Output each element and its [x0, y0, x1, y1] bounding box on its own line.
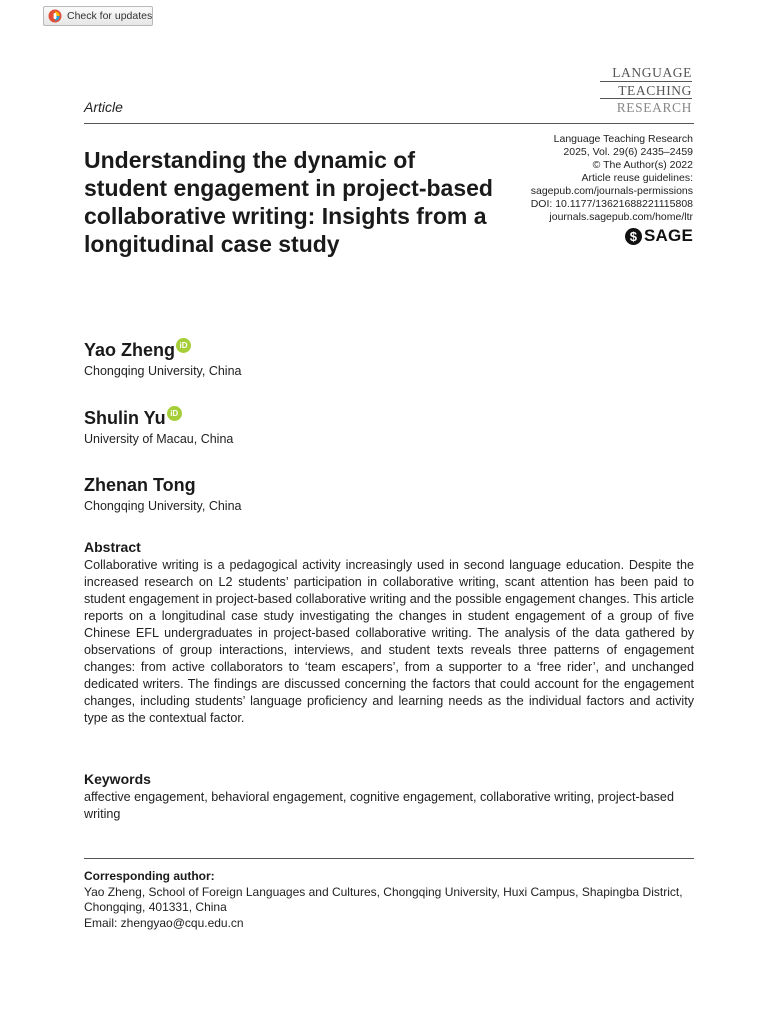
abstract-text: Collaborative writing is a pedagogical activity increasingly used in second language education. Despite the increased research on L2 students’ participation in collaborative writing, scant attention has been paid to student engagement in project-based collaborative writing and the possible engagement changes. This article reports on a longitudinal case study investigating the changes in student engagement of a group of five Chinese EFL undergraduates in project-based collaborative writing. The analysis of the data gathered by observations of group interactions, interviews, and student texts reveals three patterns of engagement changes: from active collaborators to ‘team escapers’, from a supporter to a ‘free rider’, and unchanged dedicated writers. The findings are discussed concerning the factors that could account for the engagement changes, including students’ language proficiency and learning needs as the individual factors and activity type as the contextual factor.	[84, 558, 694, 725]
copyright: © The Author(s) 2022	[592, 159, 693, 171]
author-block	[84, 340, 242, 378]
publisher-name: SAGE	[644, 226, 693, 245]
logo-line-research: RESEARCH	[616, 100, 692, 115]
article-title: Understanding the dynamic of student engagement in project-based collaborative writing: Insights from a longitudinal case study	[84, 147, 493, 257]
footer-divider	[84, 858, 694, 859]
corresponding-author-label: Corresponding author:	[84, 869, 215, 883]
header-divider	[84, 123, 694, 124]
check-for-updates-icon	[48, 9, 62, 23]
corresponding-author-email[interactable]: Email: zhengyao@cqu.edu.cn	[84, 915, 244, 930]
keywords-heading: Keywords	[84, 771, 151, 787]
doi[interactable]: DOI: 10.1177/13621688221115808	[530, 198, 693, 210]
corresponding-author-address: Yao Zheng, School of Foreign Languages and Cultures, Chongqing University, Huxi Campus, Shapingba District, Chongqing, 401331, China	[84, 884, 683, 914]
author-affiliation: Chongqing University, China	[84, 499, 242, 513]
author-name-text: Zhenan Tong	[84, 475, 196, 495]
check-for-updates-button[interactable]	[43, 6, 153, 26]
author-name	[84, 340, 242, 361]
author-affiliation: Chongqing University, China	[84, 364, 242, 378]
author-name	[84, 408, 233, 429]
author-name-text: Yao Zheng	[84, 340, 176, 360]
orcid-icon[interactable]: iD	[176, 338, 191, 353]
abstract-section	[84, 539, 694, 727]
author-block	[84, 408, 233, 446]
keywords-text: affective engagement, behavioral engagement, cognitive engagement, collaborative writing, project-based writing	[84, 790, 674, 821]
sage-dollar-icon: $	[625, 228, 642, 245]
orcid-icon[interactable]: iD	[167, 406, 182, 421]
article-type-label: Article	[84, 99, 123, 115]
journal-homepage-link[interactable]: journals.sagepub.com/home/ltr	[549, 211, 693, 223]
author-affiliation: University of Macau, China	[84, 432, 234, 446]
corresponding-author	[84, 869, 694, 931]
logo-line-teaching: TEACHING	[600, 84, 692, 100]
check-for-updates-label: Check for updates	[67, 10, 153, 22]
abstract-heading: Abstract	[84, 539, 141, 555]
reuse-link[interactable]: sagepub.com/journals-permissions	[530, 185, 693, 197]
journal-name: Language Teaching Research	[553, 133, 693, 145]
volume-info: 2025, Vol. 29(6) 2435–2459	[563, 146, 693, 158]
journal-logo	[600, 66, 692, 116]
author-name	[84, 475, 242, 496]
reuse-label: Article reuse guidelines:	[581, 172, 693, 184]
publisher-logo	[625, 226, 693, 246]
logo-line-language: LANGUAGE	[600, 66, 692, 82]
author-name-text: Shulin Yu	[84, 408, 166, 428]
author-block	[84, 475, 242, 513]
keywords-section	[84, 771, 694, 823]
